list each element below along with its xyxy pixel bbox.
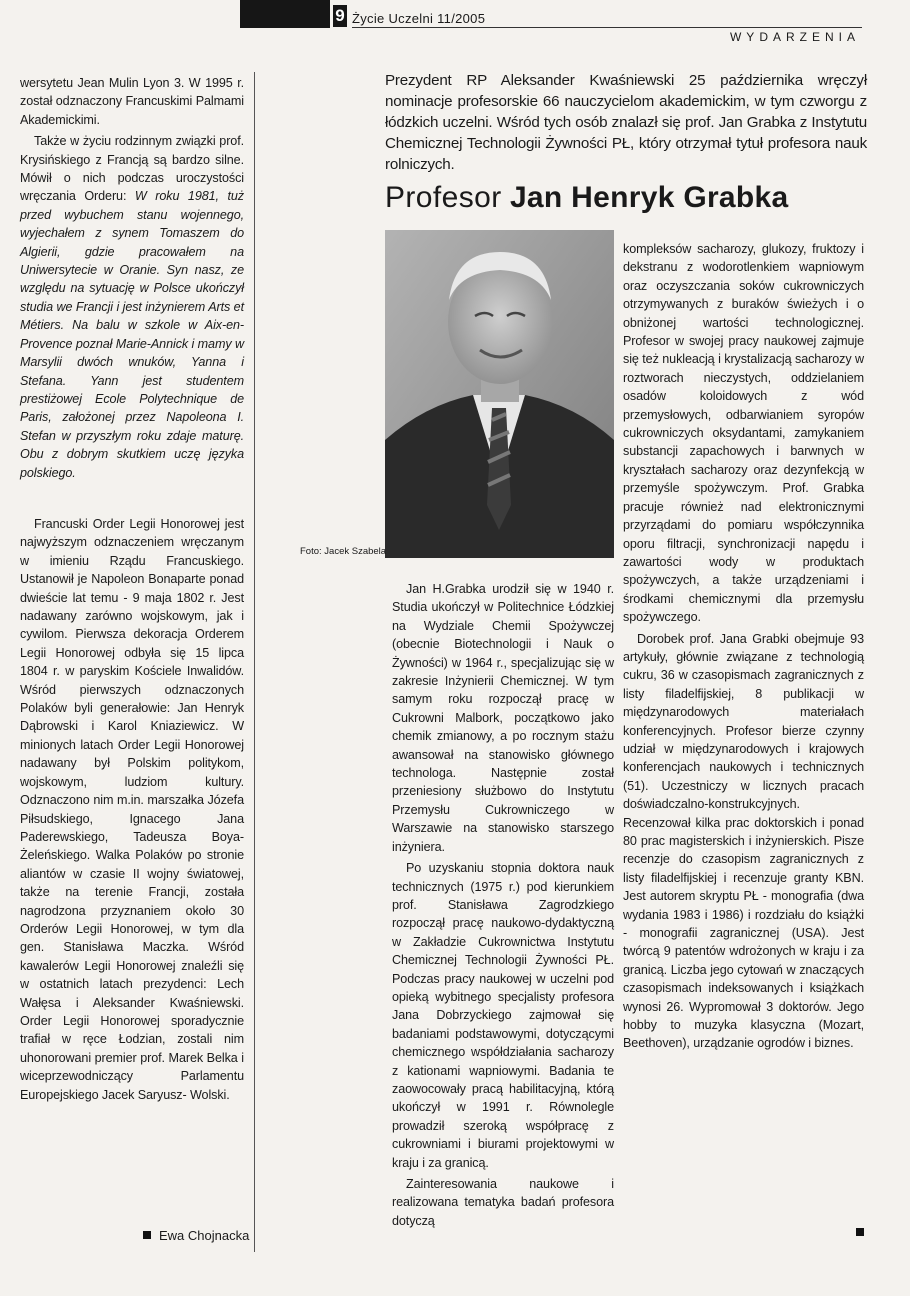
header-rule <box>352 27 862 28</box>
article-end-square-icon <box>856 1228 864 1236</box>
end-square-icon <box>143 1231 151 1239</box>
mid-paragraph-3: Zainteresowania naukowe i realizowana tematyka badań profesora dotyczą <box>392 1177 614 1228</box>
right-paragraph-1: kompleksów sacharozy, glukozy, fruktozy i dekstranu z wodorotlenkiem wapniowym oraz oczyszczania soków cukrowniczych otrzymywanych z buraków świeżych i o obniżonej wartości technologicznej. Profesor w swojej pracy naukowej zajmuje się też nukleacją i krystalizacją sacharozy w roztworach nieczystych, oddzielaniem osadów koloidowych z wód przemysłowych, odbarwianiem syropów cukrowniczych oksydantami, zamykaniem substancji zapachowych i barwnych w kryształach sacharozy oraz dezynfekcją w przemyśle spożywczym. Prof. Grabka pracuje również nad elektronicznymi przyrządami do pomiaru współczynnika oporu filtracji, synchronizacji napędu i zawartości wody w produktach spożywczych, a także urządzeniami i środkami chemicznymi dla przemysłu spożywczego. <box>623 242 864 625</box>
left-paragraph-1: wersytetu Jean Mulin Lyon 3. W 1995 r. został odznaczony Francuskimi Palmami Akademickimi. <box>20 76 244 127</box>
mid-paragraph-2: Po uzyskaniu stopnia doktora nauk technicznych (1975 r.) pod kierunkiem prof. Stanisława Zagrodzkiego rozpoczął pracę naukowo-dydaktyczną w Zakładzie Cukrownictwa Instytutu Chemicznej Technologii Żywności PŁ. Podczas pracy naukowej w uczelni pod opieką wybitnego specjalisty profesora Jana Dobrzyckiego zajmował się badaniami podstawowymi, dotyczącymi chemicznego współdziałania sacharozy z kationami wapniowymi. Badania te zaowocowały pracą habilitacyjną, którą ukończył w 1991 r. Równolegle prowadził szeroką współpracę z cukrowniami i biurami projektowymi w kraju i za granicą. <box>392 861 614 1170</box>
article-headline <box>385 178 875 218</box>
right-paragraph-2: Dorobek prof. Jana Grabki obejmuje 93 artykuły, głównie związane z technologią cukru, 36 w czasopismach zagranicznych z listy filadelfijskiej, 8 publikacji w międzynarodowych materiałach konferencyjnych. Profesor bierze czynny udział w międzynarodowych i krajowych konferencjach naukowych i technicznych (51). Uczestniczy w licznych pracach doświadczalno-konstrukcyjnych. Recenzował kilka prac doktorskich i ponad 80 prac magisterskich i inżynierskich. Pisze recenzje do czasopism zagranicznych z listy filadelfijskiej i recenzuje granty KBN. Jest autorem skryptu PŁ - monografia (dwa wydania 1983 i 1986) i rozdziału do książki - monografii zagranicznej (USA). Jest twórcą 9 patentów wdrożonych w kraju i za granicą. Liczba jego cytowań w znaczących czasopismach indeksowanych i książkach wynosi 26. Wypromował 3 doktorów. Jego hobby to muzyka klasyczna (Mozart, Beethoven), urządzanie ogrodów i biznes. <box>623 631 864 1051</box>
mid-paragraph-1: Jan H.Grabka urodził się w 1940 r. Studia ukończył w Politechnice Łódzkiej na Wydziale Chemii Spożywczej (obecnie Biotechnologii i Nauk o Żywności) w 1964 r., specjalizując się w zakresie Inżynierii Chemicznej. W tym samym roku rozpoczął pracę w Cukrowni Malbork, początkowo jako chemik zmianowy, a po rocznym stażu awansował na stanowisko głównego technologa. Następnie został przeniesiony służbowo do Instytutu Przemysłu Cukrowniczego w Warszawie na stanowisko starszego inżyniera. <box>392 582 614 854</box>
portrait-photo <box>385 230 614 558</box>
portrait-illustration <box>385 230 614 558</box>
article-lead: Prezydent RP Aleksander Kwaśniewski 25 października wręczył nominacje profesorskie 66 nauczycielom akademickim, w tym czworgu z łódzkich uczelni. Wśród tych osób znalazł się prof. Jan Grabka z Instytutu Chemicznej Technologii Żywności PŁ, który otrzymał tytuł profesora nauk rolniczych. <box>385 72 867 173</box>
headline-prefix: Profesor <box>385 181 502 214</box>
left-article-signature <box>143 1228 249 1243</box>
left-paragraph-2-quote: W roku 1981, tuż przed wybuchem stanu wojennego, wyjechałem z synem Tomaszem do Algierii, gdzie pracowałem na Uniwersytecie w Oranie. Syn nasz, ze względu na sytuację w Polsce ukończył studia we Francji i jest inżynierem Arts et Métiers. Na balu w szkole w Aix-en-Provence poznał Marie-Annick i mamy w Marsylii dwóch wnuków, Yanna i Stefana. Yann jest studentem prestiżowej Ecole Polytechnique de Paris, założonej przez Napoleona I. Stefan w przyszłym roku zdaje maturę. Obu z dobrym skutkiem uczę języka polskiego. <box>20 189 244 480</box>
headline-name: Jan Henryk Grabka <box>509 181 789 214</box>
left-article-box <box>20 515 244 1104</box>
left-paragraph-3: Francuski Order Legii Honorowej jest najwyższym odznaczeniem wręczanym w imieniu Rządu Francuskiego. Ustanowił je Napoleon Bonaparte ponad dwieście lat temu - 9 maja 1802 r. Jest nadawany zarówno wojskowym, jak i cywilom. Pierwsza dekoracja Orderem Legii Honorowej odbyła się 15 lipca 1804 r. w paryskim Kościele Inwalidów. Wśród pierwszych odznaczonych Polaków byli generałowie: Jan Henryk Dąbrowski i Karol Kniaziewicz. W minionych latach Order Legii Honorowej nadawany był Polskim politykom, wojskowym, ludziom kultury. Odznaczono nim m.in. marszałka Józefa Piłsudskiego, Ignacego Jana Paderewskiego, Tadeusza Boya-Żeleńskiego. Walka Polaków po stronie aliantów w czasie II wojny światowej, także na terenie Francji, została nagrodzona przyznaniem około 30 Orderów Legii Honorowej, w tym dla gen. Stanisława Maczka. Wśród kawalerów Legii Honorowej znaleźli się w ostatnich latach prezydenci: Lech Wałęsa i Aleksander Kwaśniewski. Order Legii Honorowej sporadycznie trafiał w ręce Łodzian, zostali nim uhonorowani premier prof. Marek Belka i wiceprzewodniczący Parlamentu Europejskiego Jacek Saryusz- Wolski. <box>20 517 244 1102</box>
header-black-bar <box>240 0 330 28</box>
section-label: WYDARZENIA <box>729 30 860 44</box>
left-paragraph-2 <box>20 132 244 482</box>
main-article-middle-column <box>392 580 614 1230</box>
page-number: 9 <box>333 5 347 27</box>
left-paragraph-2-intro: Także w życiu rodzinnym związki prof. Krysińskiego z Francją są bardzo silne. Mówił o nich podczas uroczystości wręczania Orderu: <box>20 134 244 204</box>
main-article-right-column <box>623 240 864 1053</box>
left-article-continuation <box>20 74 244 482</box>
left-article-author: Ewa Chojnacka <box>159 1228 250 1243</box>
magazine-title: Życie Uczelni 11/2005 <box>352 11 486 26</box>
column-divider <box>254 72 255 1252</box>
photo-credit: Foto: Jacek Szabela <box>300 546 387 557</box>
